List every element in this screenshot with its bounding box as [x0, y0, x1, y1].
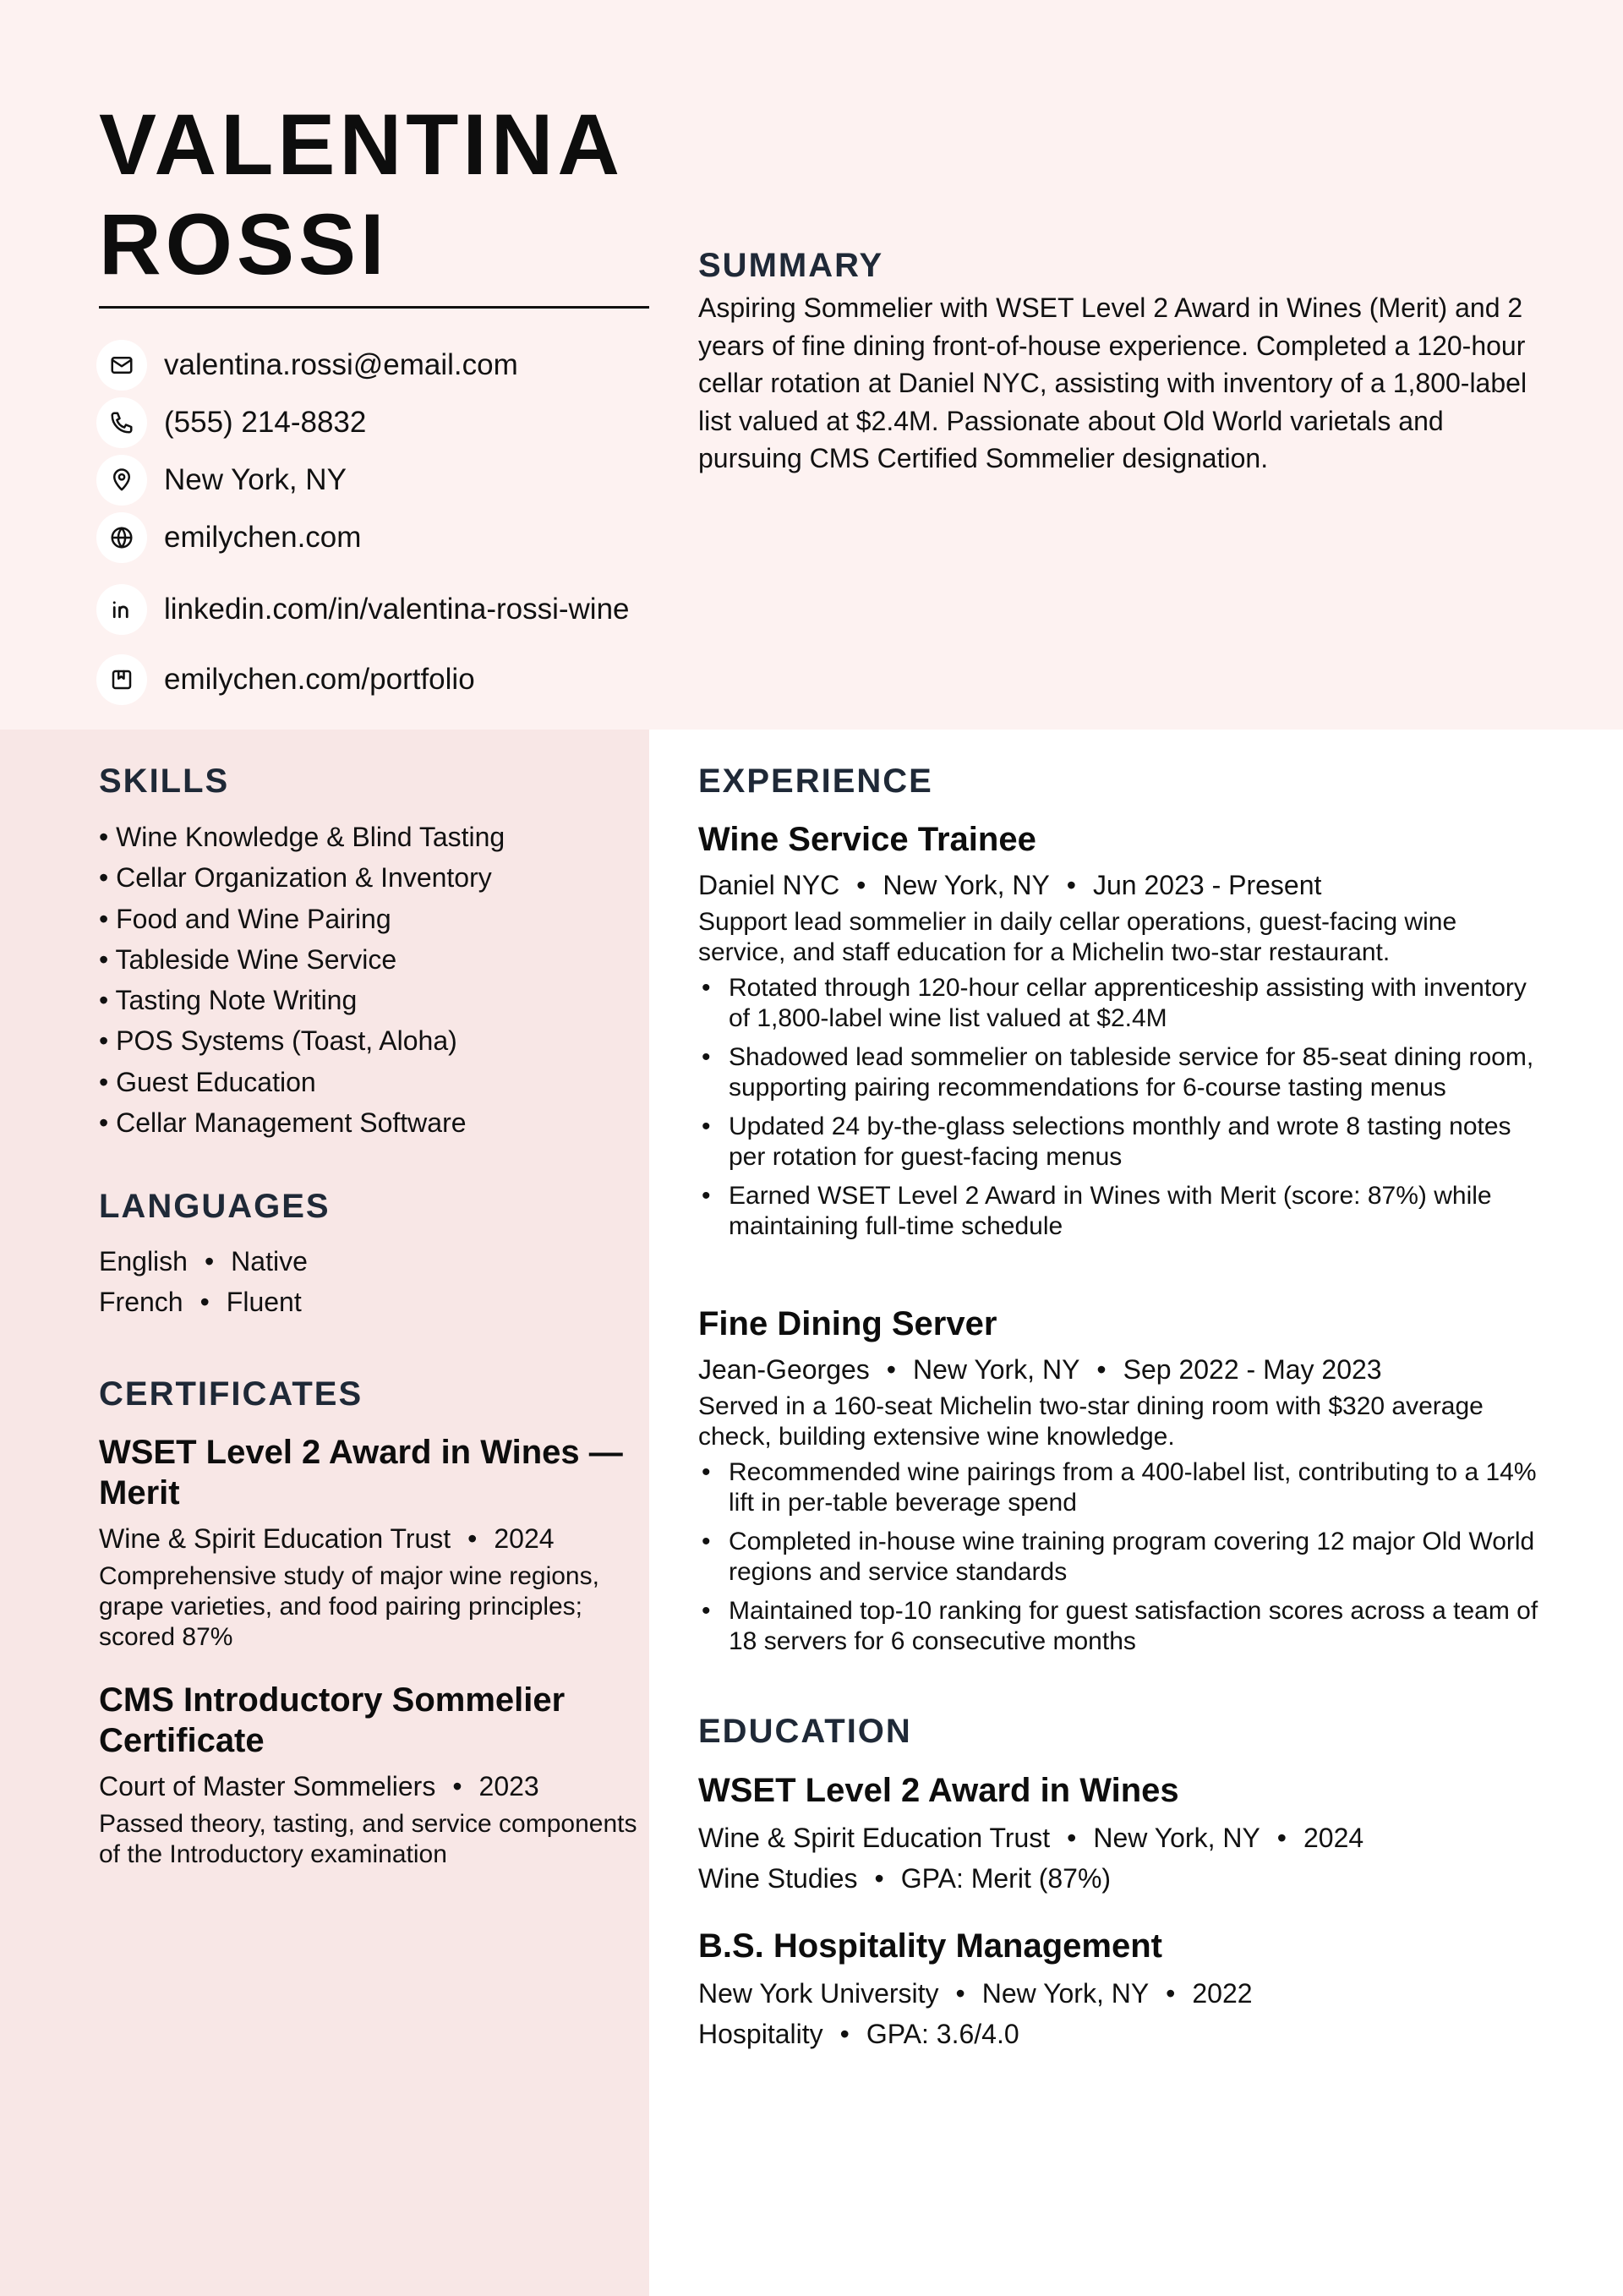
candidate-name: [99, 95, 648, 294]
education-heading: EDUCATION: [698, 1713, 912, 1750]
job-description: Support lead sommelier in daily cellar operations, guest-facing wine service, and staff education for a Michelin two-star restaurant.: [698, 908, 1457, 966]
last-name: ROSSI: [99, 196, 389, 292]
education-field: Wine Studies: [698, 1863, 858, 1894]
education-year: 2022: [1192, 1978, 1253, 2009]
contact-portfolio-text: emilychen.com/portfolio: [164, 663, 475, 696]
language-row: French • Fluent: [99, 1287, 302, 1317]
education-title: B.S. Hospitality Management: [698, 1927, 1162, 1965]
job-company: Daniel NYC: [698, 870, 840, 900]
experience-heading: EXPERIENCE: [698, 763, 933, 800]
education-title: WSET Level 2 Award in Wines: [698, 1772, 1179, 1809]
summary-text: Aspiring Sommelier with WSET Level 2 Award in Wines (Merit) and 2 years of fine dining front-of-house experience. Completed a 120-hour cellar rotation at Daniel NYC, assisting with inventory of a 1,800-label list valued at $2.4M. Passionate about Old World varietals and pursuing CMS Certified Sommelier designation.: [698, 292, 1527, 473]
job-meta: Daniel NYC • New York, NY • Jun 2023 - Present: [698, 870, 1322, 900]
job-bullet: • Shadowed lead sommelier on tableside service for 85-seat dining room, supporting pairing recommendations for 6-course tasting menus: [698, 1042, 1544, 1103]
language-level: Fluent: [226, 1287, 302, 1317]
job-dates: Jun 2023 - Present: [1093, 870, 1322, 900]
job-bullet: • Completed in-house wine training program covering 12 major Old World regions and service standards: [698, 1527, 1544, 1588]
education-field: Hospitality: [698, 2019, 823, 2049]
skill-item: • Cellar Management Software: [99, 1102, 640, 1143]
job-bullets: [698, 1457, 1544, 1657]
job-title: Wine Service Trainee: [698, 821, 1036, 858]
contact-linkedin[interactable]: [96, 571, 646, 648]
skills-list: [99, 817, 640, 1143]
skill-item: • Cellar Organization & Inventory: [99, 857, 640, 898]
job-company: Jean-Georges: [698, 1354, 870, 1385]
job-location: New York, NY: [912, 1354, 1080, 1385]
certificate-issuer: Wine & Spirit Education Trust: [99, 1523, 451, 1554]
education-location: New York, NY: [1093, 1823, 1260, 1853]
certificate-title: WSET Level 2 Award in Wines — Merit: [99, 1434, 623, 1512]
certificate-meta: Wine & Spirit Education Trust • 2024: [99, 1523, 555, 1554]
linkedin-icon: [96, 584, 147, 635]
languages-list: [99, 1241, 640, 1322]
education-field-line: Hospitality • GPA: 3.6/4.0: [698, 2019, 1019, 2049]
education-school-line: New York University • New York, NY • 2022: [698, 1978, 1253, 2009]
job-bullet: • Updated 24 by-the-glass selections monthly and wrote 8 tasting notes per rotation for guest-facing menus: [698, 1112, 1544, 1173]
job-meta: Jean-Georges • New York, NY • Sep 2022 - May 2023: [698, 1354, 1382, 1385]
certificate-meta: Court of Master Sommeliers • 2023: [99, 1771, 539, 1801]
certificate-description: Comprehensive study of major wine regions, grape varieties, and food pairing principles; scored 87%: [99, 1562, 599, 1651]
education-school: Wine & Spirit Education Trust: [698, 1823, 1051, 1853]
skill-item: • Tasting Note Writing: [99, 980, 640, 1020]
skill-item: • Wine Knowledge & Blind Tasting: [99, 817, 640, 857]
language-level: Native: [231, 1246, 308, 1276]
certificate-year: 2023: [478, 1771, 539, 1801]
job-bullet: • Maintained top-10 ranking for guest satisfaction scores across a team of 18 servers for 6 consecutive months: [698, 1596, 1544, 1657]
contact-website[interactable]: [96, 514, 646, 561]
first-name: VALENTINA: [99, 96, 625, 193]
job-description: Served in a 160-seat Michelin two-star dining room with $320 average check, building extensive wine knowledge.: [698, 1392, 1484, 1451]
job-title: Fine Dining Server: [698, 1305, 997, 1342]
education-gpa: GPA: Merit (87%): [900, 1863, 1112, 1894]
globe-icon: [96, 512, 147, 563]
contact-location-text: New York, NY: [164, 463, 347, 496]
education-item: [698, 1926, 1544, 2054]
job-entry: [698, 819, 1544, 1250]
certificate-title: CMS Introductory Sommelier Certificate: [99, 1681, 566, 1759]
contact-linkedin-text: linkedin.com/in/valentina-rossi-wine: [164, 593, 630, 626]
skill-item: • POS Systems (Toast, Aloha): [99, 1020, 640, 1061]
contact-website-text: emilychen.com: [164, 521, 362, 554]
contact-phone-text: (555) 214-8832: [164, 406, 367, 439]
contact-portfolio[interactable]: [96, 656, 646, 703]
job-entry: [698, 1304, 1544, 1665]
language-name: French: [99, 1287, 183, 1317]
certificate-item: [99, 1680, 640, 1870]
job-bullet: • Earned WSET Level 2 Award in Wines with Merit (score: 87%) while maintaining full-time schedule: [698, 1181, 1544, 1242]
certificate-year: 2024: [494, 1523, 555, 1554]
language-row: English • Native: [99, 1246, 308, 1276]
education-field-line: Wine Studies • GPA: Merit (87%): [698, 1863, 1112, 1894]
languages-heading: LANGUAGES: [99, 1188, 331, 1225]
certificate-issuer: Court of Master Sommeliers: [99, 1771, 436, 1801]
skill-item: • Food and Wine Pairing: [99, 899, 640, 939]
education-year: 2024: [1303, 1823, 1364, 1853]
certificate-item: [99, 1432, 640, 1653]
certificate-description: Passed theory, tasting, and service components of the Introductory examination: [99, 1810, 637, 1868]
summary-heading: SUMMARY: [698, 247, 884, 284]
education-location: New York, NY: [981, 1978, 1150, 2009]
education-school-line: Wine & Spirit Education Trust • New York, NY • 2024: [698, 1823, 1364, 1853]
phone-icon: [96, 397, 147, 448]
education-item: [698, 1770, 1544, 1899]
skill-item: • Guest Education: [99, 1062, 640, 1102]
contact-email-text: valentina.rossi@email.com: [164, 348, 518, 381]
job-dates: Sep 2022 - May 2023: [1123, 1354, 1382, 1385]
name-divider: [99, 306, 649, 309]
contact-email[interactable]: [96, 342, 646, 389]
job-location: New York, NY: [883, 870, 1050, 900]
location-pin-icon: [96, 455, 147, 506]
contact-list: [96, 342, 646, 713]
language-name: English: [99, 1246, 188, 1276]
education-gpa: GPA: 3.6/4.0: [866, 2019, 1019, 2049]
certificates-heading: CERTIFICATES: [99, 1375, 363, 1413]
contact-phone[interactable]: [96, 399, 646, 446]
portfolio-icon: [96, 654, 147, 705]
contact-location: [96, 456, 646, 504]
skills-heading: SKILLS: [99, 763, 230, 800]
mail-icon: [96, 340, 147, 391]
job-bullets: [698, 973, 1544, 1242]
job-bullet: • Rotated through 120-hour cellar apprenticeship assisting with inventory of 1,800-label wine list valued at $2.4M: [698, 973, 1544, 1034]
skill-item: • Tableside Wine Service: [99, 939, 640, 980]
job-bullet: • Recommended wine pairings from a 400-label list, contributing to a 14% lift in per-table beverage spend: [698, 1457, 1544, 1518]
education-school: New York University: [698, 1978, 939, 2009]
